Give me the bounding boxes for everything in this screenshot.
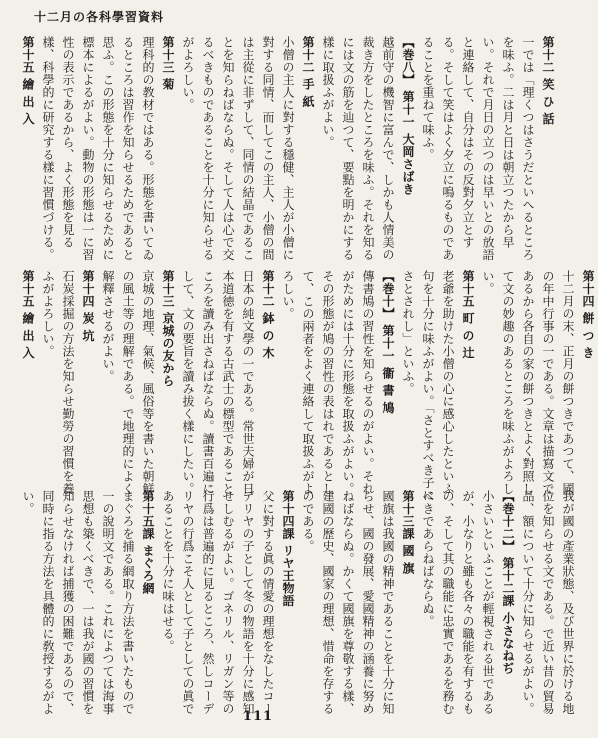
section-heading: 第十二 鉢 の 木 xyxy=(261,270,275,360)
section-heading: 第十五 繪 出 入 xyxy=(21,270,35,360)
section-heading: 第十二 笑 ひ 話 xyxy=(541,36,555,126)
section-heading: 第十四課 リヤ王物語 xyxy=(281,490,295,608)
paragraph: 越前守の機智に富んで、しかも人情美の裁き方をしたところを味ふ。それを知るには文の筋を辿つて、要點を明かにする樣に取扱ふがよい。 xyxy=(321,36,395,261)
band-bottom-text xyxy=(18,490,578,724)
section-heading: 第十五課 まぐろ網 xyxy=(141,490,155,595)
paragraph: 一では「理くつはさうだといへるところを味ふ。二は月と日は朝立つたから早い。それで月日の立つのは早いとの放語と連絡して、自分はその反對夕立とする。そして笑はよく夕立に鳴るものであることを重ねて味ふ。 xyxy=(421,36,535,261)
paragraph: 我が國の產業狀態、及び世界に於ける地位を知らせる文である。で近い昔の貿易品、額について十分に知らせるがよい。 xyxy=(521,490,575,715)
paragraph: 傳書鳩の習性を知らせるのがよい。それがためには十分に形態を取扱ふがよい。その形態が鳩の習性の表はれであるとして、この兩者をよく連絡して取扱ふがよろしい。 xyxy=(281,270,375,495)
paragraph: 京城の地理、氣候、風俗等を書いた朝鮮の風土等の理解である。で地理的によく解釋させるがよい。 xyxy=(101,270,155,495)
section-heading: 第十三 京城の友から xyxy=(161,270,175,388)
section-heading: 第十三課 國 旗 xyxy=(401,490,415,575)
text-band-middle xyxy=(18,270,595,504)
text-band-bottom xyxy=(18,490,575,724)
section-heading: 第十三 菊 xyxy=(161,36,175,91)
paragraph: 小さいといふことが輕視される世であるが、小なりと雖も各々の職能を有するもの、そして其の職能に忠實であるを務むべきであらねばならぬ。 xyxy=(421,490,495,715)
band-middle-text xyxy=(18,270,598,504)
page-header: 十二月の各科學習資料 xyxy=(33,10,164,24)
section-heading: 【巻十】 第十一 衞 書 鳩 xyxy=(381,270,395,414)
section-heading: 第十二 手 紙 xyxy=(301,36,315,108)
paragraph: 小僧の主人に對する穩健、主人が小僧に對する同情、而してこの主人、小僧の間は主從に非ずして、同情の結晶であることを知らねばならぬ。そして人は心で交るべきものであることを十分に知らせるがよろしい。 xyxy=(181,36,295,261)
section-heading: 第十四 炭 坑 xyxy=(81,270,95,342)
section-heading: 【巻八】 第十一 大岡さばき xyxy=(401,36,415,196)
paragraph: 國旗は我國の精神であることを十分に知らせ、國の發展、愛國精神の涵養に努めねばならぬ。かくて國旗を尊敬する樣、建國の歷史、國家の理想、惜命を存するのである。 xyxy=(301,490,395,715)
page-number: 111 xyxy=(242,709,274,724)
paragraph: 老爺を助けた小僧の心に感心したといふ句を十分に味ふがよい。「さとすべき子にさとされし」といふ。 xyxy=(401,270,455,502)
paragraph: 日本の純文學の一である。常世夫婦が日本道徳を有する古武士の標型であることころを讀み出さねばならぬ。讀書百遍にして、文の要旨を讀み拔く樣にしたい。 xyxy=(181,270,255,495)
paragraph: 十二月の末、正月の餅つきであつて、國の年中行事の一である。文章は描寫文であるから各自の家の餅つきとよく對照して文の妙趣のあるところを味ふがよろしい。 xyxy=(481,270,575,495)
section-heading: 第十五 町 の 辻 xyxy=(461,270,475,360)
paragraph: 理科的の教材ではある。形態を書いてゐるところは習作を知らせるためであると思ふ。この形態を十分に知らせるために標本によるがよい。動物の形態は一に習性の表示であるから、よく形態を見る樣、科學的に研究する樣に習慣づける。 xyxy=(41,36,155,261)
text-band-top xyxy=(18,36,555,270)
band-top-text xyxy=(18,36,558,270)
paragraph: 石炭採掘の方法を知らせ勤勞の習慣を養ふがよろしい。 xyxy=(41,270,75,495)
section-heading: 第十五 繪 出 入 xyxy=(21,36,35,126)
section-heading: 第十四 餅 つ き xyxy=(581,270,595,360)
paragraph: 父に對する眞の情愛の理想をなしたコーデリヤの子として冬の物語を十分に感知せしむるがよい。ゴネリル、リガン等の行爲は普遍的に見るところ、然しコーデリヤの行爲こそ人として子としての眞であることを十分に味はせる。 xyxy=(161,490,275,715)
paragraph: まぐろを捕る網取り方法を書いたもので一の說明文である。これによつては海事思想も築くべきで、一は我が國の習慣を知らせなければ捕獲の困難であるので、同時に指る方法を具體的に敎授するがよい。 xyxy=(21,490,135,715)
section-heading: 【巻十二】 第十二課 小さなねぢ xyxy=(501,490,515,675)
